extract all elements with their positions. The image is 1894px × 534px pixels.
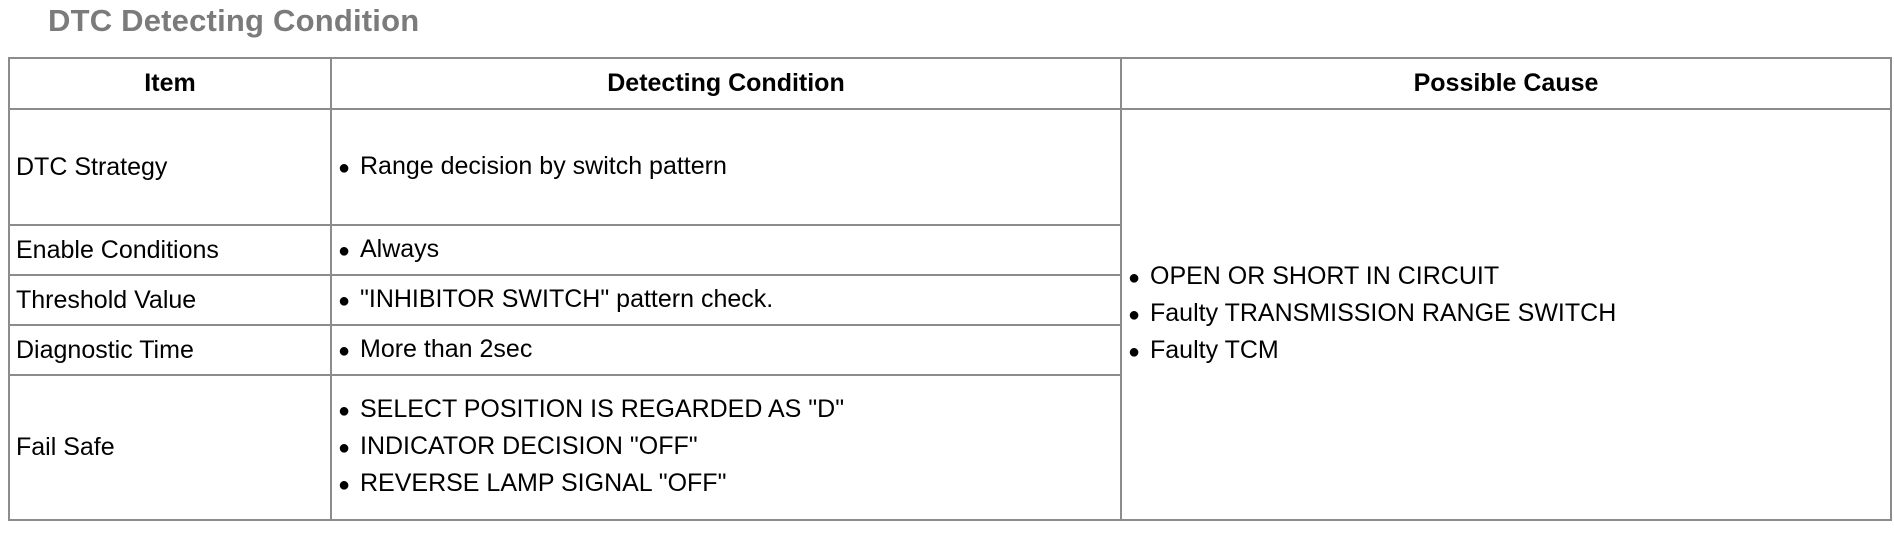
condition-text: Range decision by switch pattern [360,151,727,180]
bullet-icon: ● [338,339,351,362]
list-item [1128,333,1884,370]
possible-cause-cell [1121,109,1891,520]
list-item [338,149,1114,186]
row-item-label: Enable Conditions [9,225,331,275]
condition-text: "INHIBITOR SWITCH" pattern check. [360,284,774,313]
list-item [1128,259,1884,296]
list-item [1128,296,1884,333]
condition-text: REVERSE LAMP SIGNAL "OFF" [360,469,727,497]
bullet-icon: ● [338,474,351,496]
row-item-label: DTC Strategy [9,109,331,225]
condition-text: SELECT POSITION IS REGARDED AS "D" [360,395,845,423]
bullet-icon: ● [338,239,351,262]
bullet-icon: ● [338,289,351,312]
bullet-icon: ● [338,437,351,459]
row-condition [331,375,1121,520]
list-item [338,232,1114,269]
condition-text: More than 2sec [360,334,533,363]
condition-text: Always [360,234,440,263]
bullet-icon: ● [338,400,351,422]
cause-text: OPEN OR SHORT IN CIRCUIT [1150,262,1500,290]
header-possible-cause: Possible Cause [1121,58,1891,109]
bullet-icon: ● [1128,304,1141,326]
row-item-label: Diagnostic Time [9,325,331,375]
bullet-icon: ● [1128,267,1141,289]
header-item: Item [9,58,331,109]
bullet-icon: ● [338,156,351,179]
page-title: DTC Detecting Condition [48,3,420,38]
cause-text: Faulty TRANSMISSION RANGE SWITCH [1150,299,1617,327]
table-header-row [9,58,1891,109]
cause-text: Faulty TCM [1150,336,1279,364]
list-item [338,429,1114,466]
table-row [9,109,1891,225]
row-condition [331,109,1121,225]
condition-text: INDICATOR DECISION "OFF" [360,432,698,460]
row-item-label: Fail Safe [9,375,331,520]
list-item [338,392,1114,429]
dtc-condition-table [8,57,1892,521]
row-condition [331,325,1121,375]
row-item-label: Threshold Value [9,275,331,325]
list-item [338,282,1114,319]
row-condition [331,225,1121,275]
row-condition [331,275,1121,325]
header-detecting-condition: Detecting Condition [331,58,1121,109]
list-item [338,466,1114,503]
bullet-icon: ● [1128,341,1141,363]
list-item [338,332,1114,369]
